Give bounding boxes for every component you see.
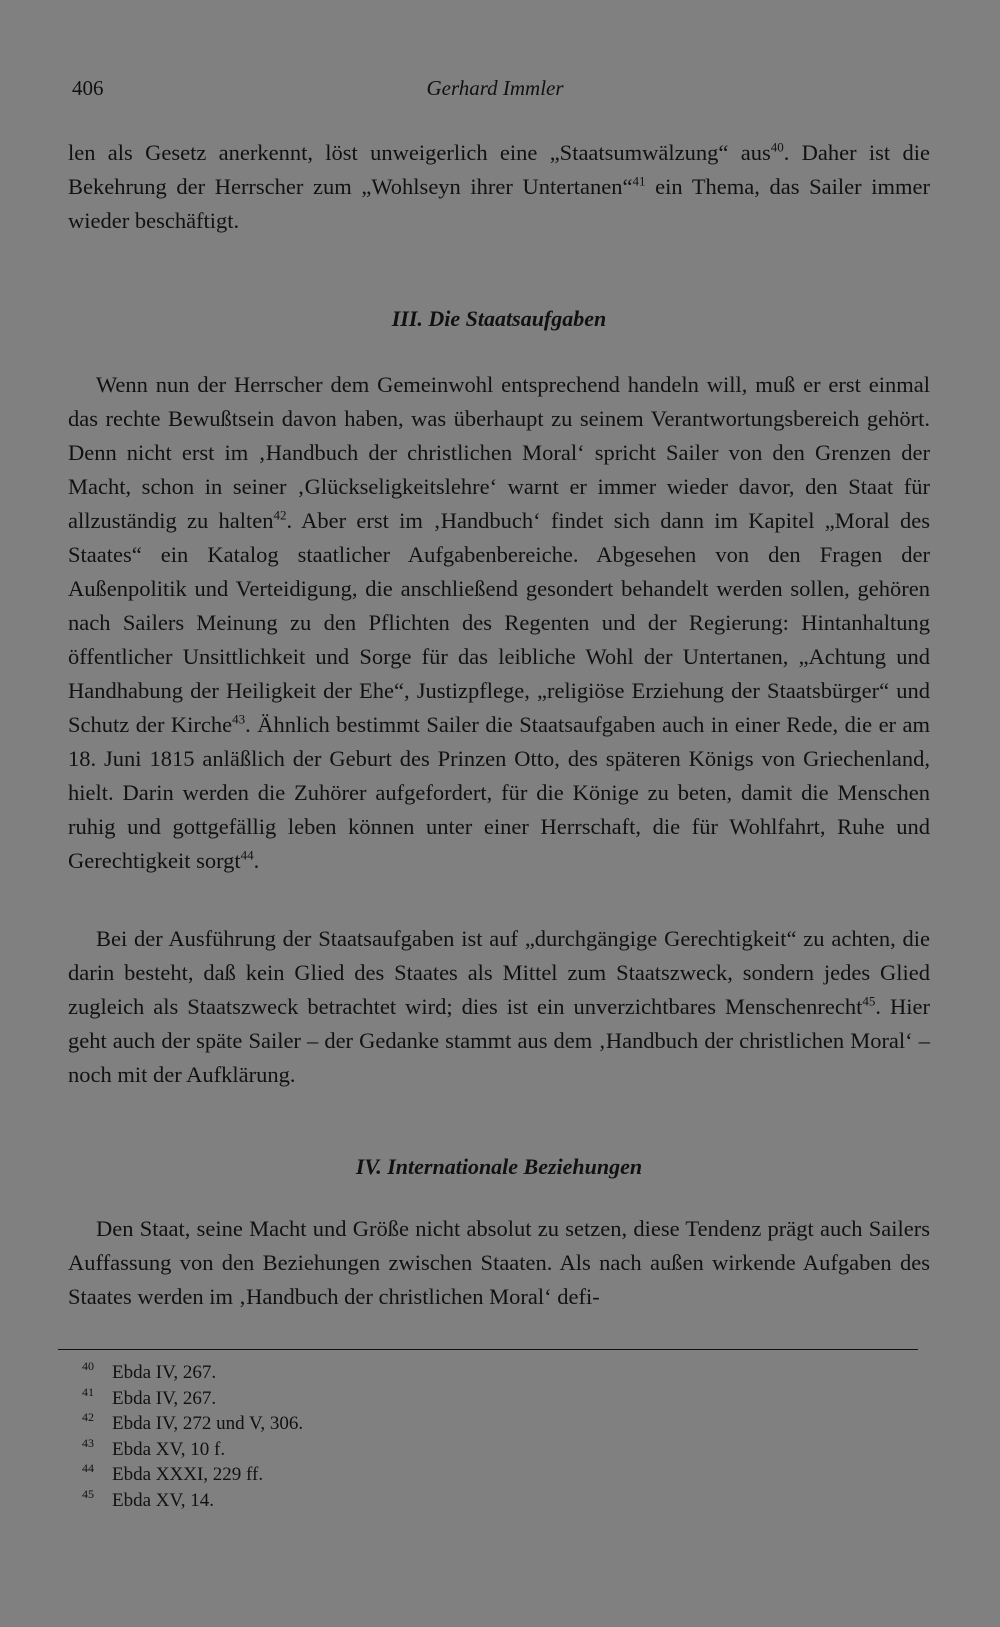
page-header — [72, 76, 918, 106]
footnote-item — [82, 1488, 303, 1514]
text-run: ein Thema, das Sailer immer wieder beschäftigt. — [68, 174, 930, 233]
text-run: . Hier geht auch der späte Sailer – der Gedanke stammt aus dem ‚Handbuch der christlichen Moral‘ – noch mit der Aufklärung. — [68, 994, 931, 1087]
text-run: Bei der Ausführung der Staatsaufgaben ist auf „durchgängige Gerechtigkeit“ zu achten, die darin besteht, daß kein Glied des Staates als Mittel zum Staatszweck, sondern jedes Glied zugleich als Staatszweck betrachtet wird; dies ist ein unverzichtbares Menschenrecht — [68, 926, 930, 1019]
footnote-number: 40 — [82, 1359, 94, 1373]
footnote-number: 43 — [82, 1435, 94, 1450]
footnote-ref-40: 40 — [770, 139, 784, 155]
footnotes-list — [82, 1360, 303, 1513]
footnote-number: 44 — [82, 1461, 94, 1475]
paragraph-staatsaufgaben-1 — [68, 368, 930, 878]
footnote-text: Ebda XV, 10 f. — [112, 1438, 226, 1460]
running-head: Gerhard Immler — [426, 76, 564, 100]
footnote-number: 41 — [82, 1384, 94, 1399]
footnote-text: Ebda IV, 272 und V, 306. — [112, 1413, 304, 1434]
footnote-ref-44: 44 — [240, 847, 254, 863]
section-heading-4: IV. Internationale Beziehungen — [355, 1154, 643, 1179]
page-number: 406 — [72, 76, 104, 100]
text-run: len als Gesetz anerkennt, löst unweigerlich eine „Staatsumwälzung“ aus — [68, 140, 771, 165]
text-run: Den Staat, seine Macht und Größe nicht absolut zu setzen, diese Tendenz prägt auch Sailers Auffassung von den Beziehungen zwischen Staaten. Als nach außen wirkende Aufgaben des Staates werden im ‚Handbuch der christlichen Moral‘ defi- — [68, 1216, 930, 1309]
text-run: . Daher ist die Bekehrung der Herrscher zum „Wohlseyn ihrer Untertanen“ — [68, 140, 930, 199]
footnote-ref-45: 45 — [862, 993, 876, 1009]
text-run: . — [253, 848, 260, 873]
footnote-number: 42 — [82, 1410, 94, 1424]
paragraph-staatsaufgaben-2 — [68, 922, 930, 1092]
footnote-number: 45 — [82, 1486, 94, 1501]
text-run: . Ähnlich bestimmt Sailer die Staatsaufgaben auch in einer Rede, die er am 18. Juni 1815 anläßlich der Geburt des Prinzen Otto, des späteren Königs von Griechenland, hielt. Darin werden die Zuhörer aufgefordert, für die Könige zu beten, damit die Menschen ruhig und gottgefällig leben können unter einer Herrschaft, die für Wohlfahrt, Ruhe und Gerechtigkeit sorgt — [68, 712, 931, 873]
text-run: . Aber erst im ‚Handbuch‘ findet sich dann im Kapitel „Moral des Staates“ ein Katalog staatlicher Aufgabenbereiche. Abgesehen von den Fragen der Außenpolitik und Verteidigung, die anschließend gesondert behandelt werden sollen, gehören nach Sailers Meinung zu den Pflichten des Regenten und der Regierung: Hintanhaltung öffentlicher Unsittlichkeit und Sorge für das leibliche Wohl der Untertanen, „Achtung und Handhabung der Heiligkeit der Ehe“, Justizpflege, „religiöse Erziehung der Staatsbürger“ und Schutz der Kirche — [68, 508, 931, 737]
footnote-text: Ebda XXXI, 229 ff. — [112, 1464, 264, 1485]
footnote-divider — [58, 1349, 918, 1350]
text-run: Wenn nun der Herrscher dem Gemeinwohl entsprechend handeln will, muß er erst einmal das rechte Bewußtsein davon haben, was überhaupt zu seinem Verantwortungsbereich gehört. Denn nicht erst im ‚Handbuch der christlichen Moral‘ spricht Sailer von den Grenzen der Macht, schon in seiner ‚Glückseligkeitslehre‘ warnt er immer wieder davor, den Staat für allzuständig zu halten — [68, 372, 930, 533]
section-heading-3: III. Die Staatsaufgaben — [391, 306, 607, 331]
footnote-item — [82, 1386, 303, 1412]
footnote-item — [82, 1462, 303, 1488]
paragraph-internationale-beziehungen — [68, 1212, 930, 1314]
footnote-ref-42: 42 — [273, 507, 287, 523]
footnote-text: Ebda XV, 14. — [112, 1489, 215, 1511]
footnote-ref-41: 41 — [632, 173, 646, 189]
footnote-item — [82, 1411, 303, 1437]
footnote-ref-43: 43 — [232, 711, 246, 727]
footnote-text: Ebda IV, 267. — [112, 1387, 217, 1409]
footnote-item — [82, 1360, 303, 1386]
footnote-text: Ebda IV, 267. — [112, 1362, 217, 1383]
footnote-item — [82, 1437, 303, 1463]
paragraph-continuation — [68, 136, 930, 238]
